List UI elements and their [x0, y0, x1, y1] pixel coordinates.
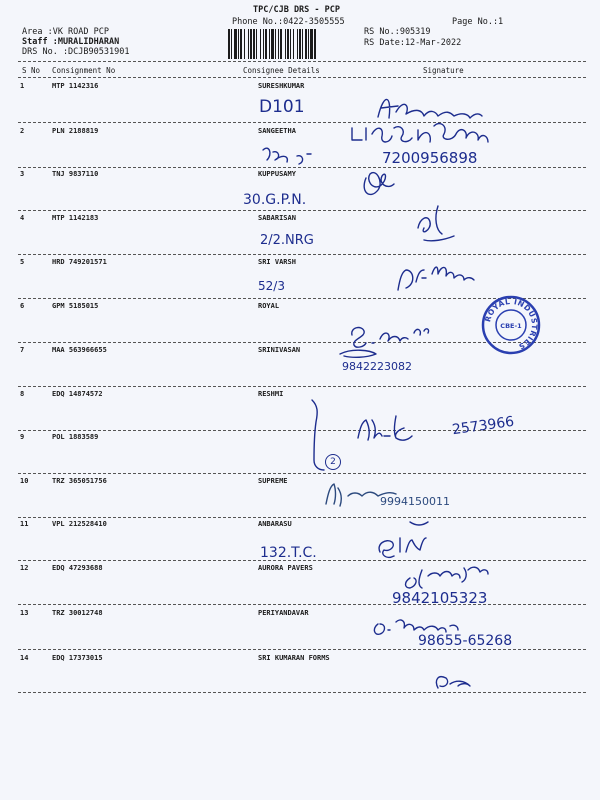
- row-consignment: GPM 5185015: [52, 302, 99, 310]
- row-consignment: MTP 1142183: [52, 214, 99, 222]
- row-consignment: EDQ 17373015: [52, 654, 103, 662]
- row-consignee: PERIYANDAVAR: [258, 609, 309, 617]
- row-consignee: SRINIVASAN: [258, 346, 301, 354]
- row-sno: 14: [20, 654, 29, 662]
- col-consignee: Consignee Details: [243, 66, 320, 75]
- row-sno: 11: [20, 520, 29, 528]
- row-consignment: TRZ 30012748: [52, 609, 103, 617]
- row-consignment: MAA 563966655: [52, 346, 107, 354]
- stamp-text: ROYAL INDUSTRIES: [483, 296, 540, 352]
- rs-number: RS No.:905319: [364, 27, 431, 37]
- row-consignment: TRZ 365051756: [52, 477, 107, 485]
- company-stamp: [481, 295, 541, 355]
- row-consignment: EDQ 47293688: [52, 564, 103, 572]
- row-sno: 12: [20, 564, 29, 572]
- hw-door-no: D101: [259, 97, 305, 117]
- staff-label: Staff :MURALIDHARAN: [22, 37, 120, 47]
- hw-phone-r13: 98655-65268: [418, 633, 513, 649]
- row-sno: 1: [20, 82, 25, 90]
- signature-r12: [406, 567, 489, 588]
- row-sno: 2: [20, 127, 25, 135]
- signature-r5: [398, 267, 474, 290]
- row-sno: 5: [20, 258, 25, 266]
- col-sno: S No: [22, 66, 41, 75]
- signature-r3: [364, 173, 394, 195]
- row-sno: 6: [20, 302, 25, 310]
- hw-phone-r10: 9994150011: [380, 495, 450, 508]
- row-consignment: TNJ 9837110: [52, 170, 99, 178]
- row-consignee: SUPREME: [258, 477, 288, 485]
- rs-date: RS Date:12-Mar-2022: [364, 38, 462, 48]
- signature-r4: [418, 206, 454, 241]
- row-consignment: POL 1883589: [52, 433, 99, 441]
- row-consignee: SRI KUMARAN FORMS: [258, 654, 330, 662]
- phone-number: Phone No.:0422-3505555: [232, 17, 345, 27]
- row-sno: 8: [20, 390, 25, 398]
- row-consignee: KUPPUSAMY: [258, 170, 296, 178]
- row-consignment: MTP 1142316: [52, 82, 99, 90]
- document-title: TPC/CJB DRS - PCP: [253, 5, 340, 15]
- row-consignee: SABARISAN: [258, 214, 296, 222]
- row-sno: 10: [20, 477, 29, 485]
- hw-addr-r5: 52/3: [258, 279, 285, 293]
- row-sno: 13: [20, 609, 29, 617]
- signature-r9: [358, 416, 412, 440]
- row-consignee: RESHMI: [258, 390, 284, 398]
- signature-r11: [379, 522, 428, 557]
- signature-r10: [326, 484, 396, 506]
- row-consignment: HRD 749201571: [52, 258, 107, 266]
- hw-phone-r7: 9842223082: [342, 360, 412, 373]
- col-signature: Signature: [423, 66, 464, 75]
- col-consignment: Consignment No: [52, 66, 116, 75]
- row-sno: 3: [20, 170, 25, 178]
- row-consignee: SANGEETHA: [258, 127, 296, 135]
- hw-addr-r11: 132.T.C.: [260, 545, 317, 561]
- signature-r6: [352, 328, 429, 348]
- signature-r7: [340, 350, 376, 357]
- hw-addr-r3: 30.G.P.N.: [243, 192, 307, 208]
- row-sno: 9: [20, 433, 25, 441]
- row-consignee: SURESHKUMAR: [258, 82, 305, 90]
- signature-r2-initial: [263, 148, 311, 164]
- row-consignee: ANBARASU: [258, 520, 292, 528]
- signature-r1: [378, 99, 482, 118]
- signature-r2: [352, 124, 488, 142]
- signature-r14: [436, 677, 470, 688]
- row-consignee: ROYAL: [258, 302, 280, 310]
- row-consignee: AURORA PAVERS: [258, 564, 313, 572]
- page-number: Page No.:1: [452, 17, 504, 27]
- hw-phone-r12: 9842105323: [392, 589, 488, 607]
- stamp-code: CBE-1: [500, 322, 522, 330]
- bracket-r8-r10: [312, 400, 324, 470]
- drs-number: DRS No. :DCJB90531901: [22, 47, 130, 57]
- signature-r13: [374, 620, 458, 634]
- row-sno: 4: [20, 214, 25, 222]
- row-consignment: EDQ 14874572: [52, 390, 103, 398]
- hw-count-circle: 2: [325, 454, 341, 470]
- row-consignee: SRI VARSH: [258, 258, 296, 266]
- hw-phone-r9: 2573966: [451, 413, 516, 439]
- hw-addr-r4: 2/2.NRG: [260, 233, 314, 248]
- row-consignment: PLN 2188819: [52, 127, 99, 135]
- area-label: Area :VK ROAD PCP: [22, 27, 109, 37]
- row-consignment: VPL 212528410: [52, 520, 107, 528]
- row-sno: 7: [20, 346, 25, 354]
- hw-phone-r2: 7200956898: [382, 149, 478, 167]
